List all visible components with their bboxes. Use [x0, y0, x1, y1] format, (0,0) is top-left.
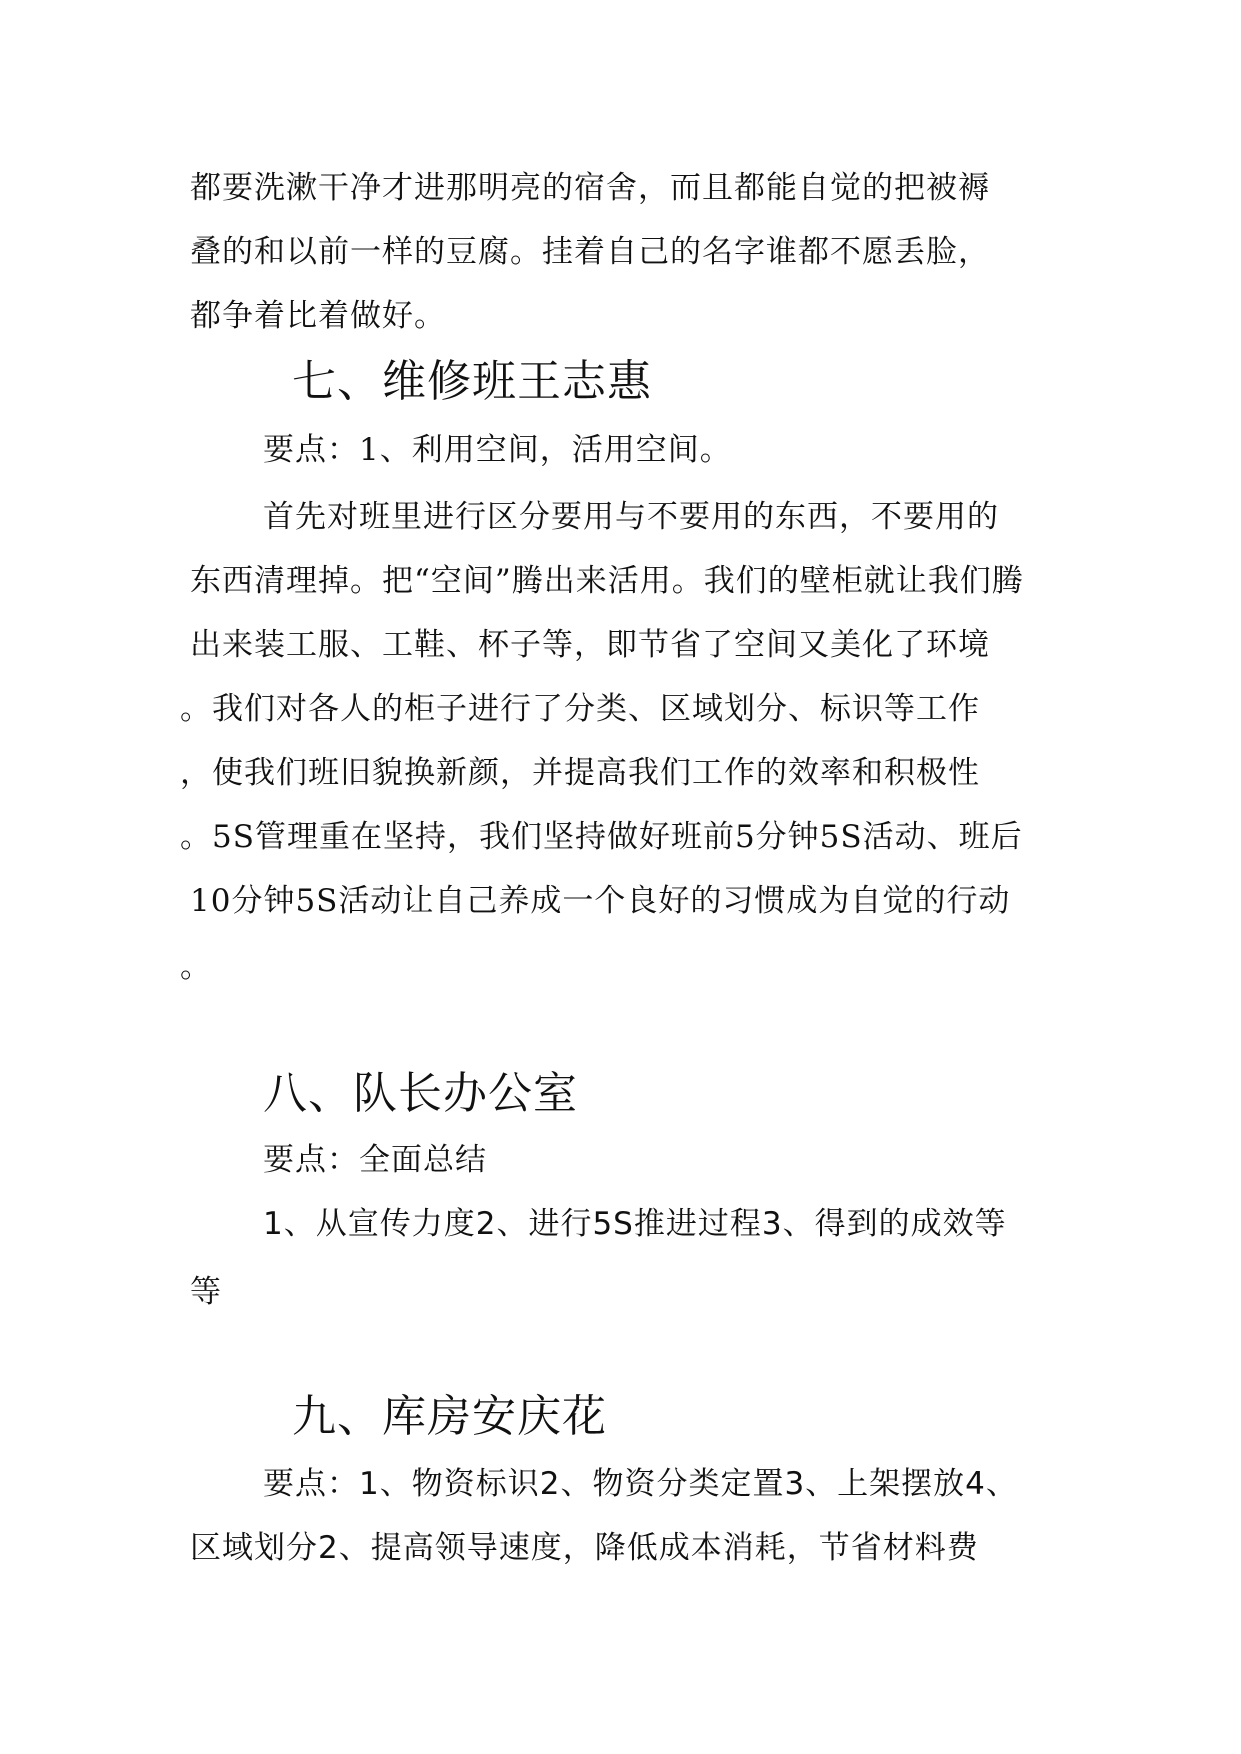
section-8-body-line-2: 等	[190, 1274, 222, 1310]
section-8-heading: 八、队长办公室	[263, 1068, 578, 1119]
intro-line-3: 都争着比着做好。	[190, 298, 446, 334]
section-9-heading: 九、库房安庆花	[292, 1391, 607, 1442]
section-7-body-line-6: 。5S管理重在坚持，我们坚持做好班前5分钟5S活动、班后	[180, 819, 1023, 855]
intro-line-2: 叠的和以前一样的豆腐。挂着自己的名字谁都不愿丢脸，	[190, 234, 990, 270]
section-7-heading: 七、维修班王志惠	[292, 356, 652, 407]
section-8-key-points: 要点：全面总结	[263, 1142, 487, 1178]
section-7-body-line-1: 首先对班里进行区分要用与不要用的东西，不要用的	[263, 499, 999, 535]
section-7-body-line-8: 。	[180, 949, 212, 985]
section-7-body-line-2: 东西清理掉。把“空间”腾出来活用。我们的壁柜就让我们腾	[190, 563, 1024, 599]
intro-line-1: 都要洗漱干净才进那明亮的宿舍，而且都能自觉的把被褥	[190, 170, 990, 206]
section-8-body-line-1: 1、从宣传力度2、进行5S推进过程3、得到的成效等	[263, 1206, 1007, 1242]
section-9-body-line-2: 区域划分2、提高领导速度，降低成本消耗，节省材料费	[190, 1530, 979, 1566]
section-9-body-line-1: 要点：1、物资标识2、物资分类定置3、上架摆放4、	[263, 1466, 1018, 1502]
section-7-body-line-5: ，使我们班旧貌换新颜，并提高我们工作的效率和积极性	[180, 755, 980, 791]
section-7-key-points: 要点：1、利用空间，活用空间。	[263, 432, 732, 468]
section-7-body-line-7: 10分钟5S活动让自己养成一个良好的习惯成为自觉的行动	[190, 883, 1011, 919]
section-7-body-line-3: 出来装工服、工鞋、杯子等，即节省了空间又美化了环境	[190, 627, 990, 663]
section-7-body-line-4: 。我们对各人的柜子进行了分类、区域划分、标识等工作	[180, 691, 980, 727]
